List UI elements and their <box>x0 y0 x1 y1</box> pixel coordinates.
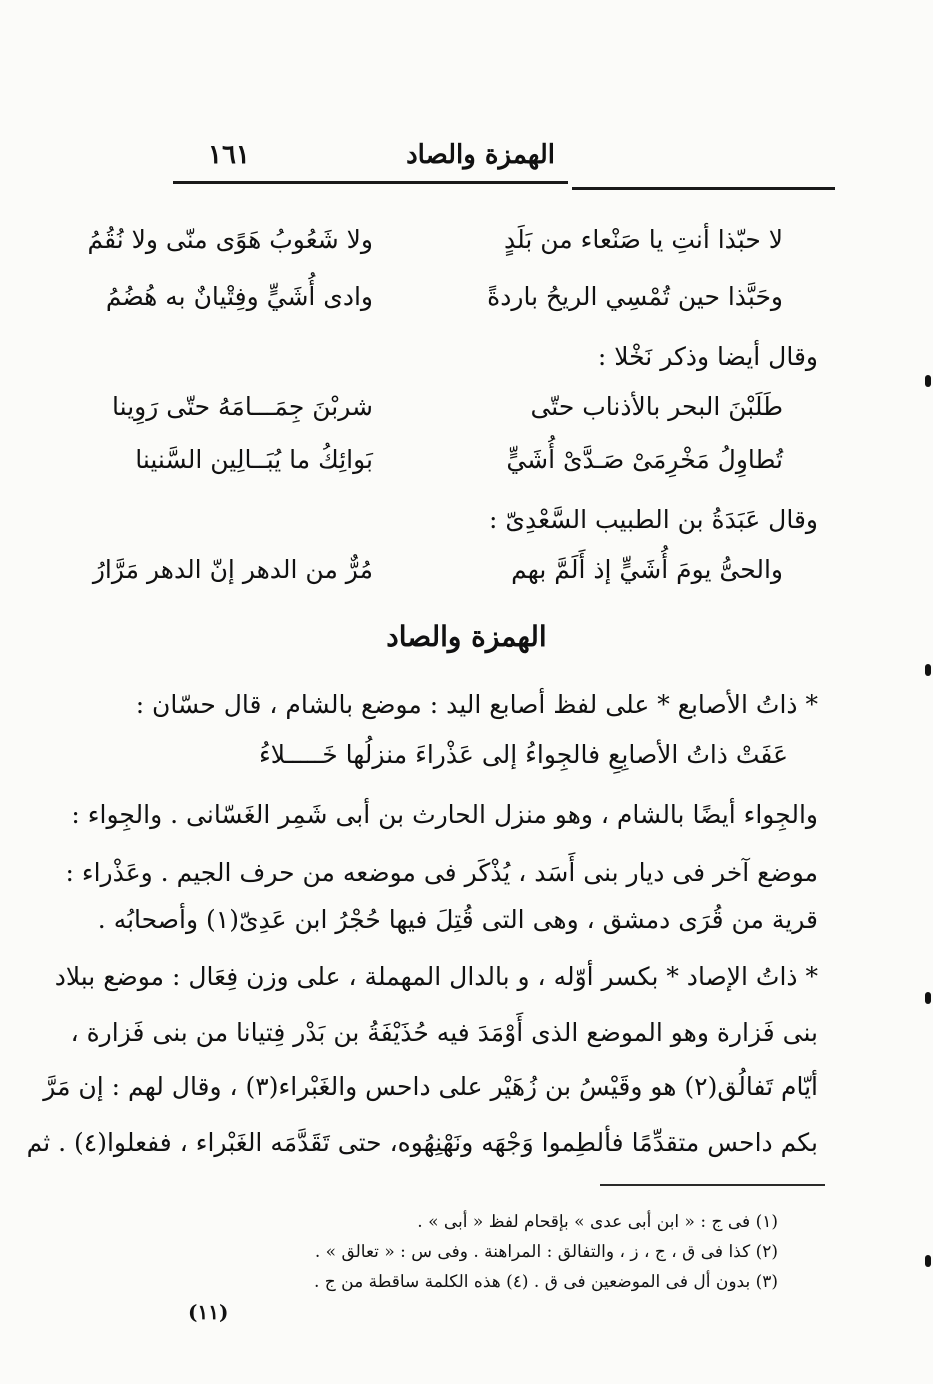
verse-hemistich-right: والحىُّ يومَ أُشَيٍّ إذ أَلَمَّ بهم <box>511 555 783 584</box>
entry-line: بكم داحس متقدِّمًا فألطِموا وَجْهَه ونَهْنِهُوه، حتى تَقَدَّمَه الغَبْراء ، ففعلوا(٤) . ثم <box>26 1128 818 1157</box>
verse-hemistich-right: تُطاوِلُ مَخْرِمَىْ صَـدَّىْ أُشَيٍّ <box>506 445 783 474</box>
entry-line: موضع آخر فى ديار بنى أَسَد ، يُذْكَر فى موضعه من حرف الجيم . وعَذْراء : <box>65 858 818 887</box>
footnote: (١) فى ج : « ابن أبى عدى » بإقحام لفظ « أبى » . <box>417 1212 778 1232</box>
entry-line: قرية من قُرَى دمشق ، وهى التى قُتِلَ فيها حُجْرُ ابن عَدِىّ(١) وأصحابُه . <box>97 905 818 934</box>
verse-hemistich-left: شربْنَ جِمَـــامَهُ حتّى رَوِينا <box>112 392 373 421</box>
verse-hemistich-left: ولا شَعُوبُ هَوًى منّى ولا نُقُمُ <box>87 225 373 254</box>
margin-speck <box>925 992 931 1004</box>
verse-intro: وقال عَبَدَةُ بن الطبيب السَّعْدِىّ : <box>489 505 818 534</box>
footnote-separator <box>600 1184 825 1186</box>
verse-hemistich-right: وحَبَّذا حين تُمْسِي الريحُ باردةً <box>487 282 783 311</box>
entry-line: * ذاتُ الأصابع * على لفظ أصابع اليد : موضع بالشام ، قال حسّان : <box>135 690 818 719</box>
margin-speck <box>925 1255 931 1267</box>
header-rule-right <box>572 187 835 190</box>
entry-line: أيّام تَفالُق(٢) هو وقَيْسُ بن زُهَيْر على داحس والغَبْراء(٣) ، وقال لهم : إن مَرَّ <box>43 1072 818 1101</box>
footnote: (٢) كذا فى ق ، ج ، ز ، والتفالق : المراهنة . وفى س : « تعالق » . <box>314 1242 778 1262</box>
footnote: (٣) بدون أل فى الموضعين فى ق . (٤) هذه الكلمة ساقطة من ج . <box>314 1272 778 1292</box>
header-rule-left <box>173 181 568 184</box>
entry-line: بنى فَزارة وهو الموضع الذى أَوْمَدَ فيه حُذَيْفَةُ بن بَدْر فِتيانا من بنى فَزارة ، <box>70 1018 818 1047</box>
running-header-title: الهمزة والصاد <box>406 140 555 170</box>
section-heading: الهمزة والصاد <box>386 620 547 653</box>
verse-hemistich-left: بَوائِكُ ما يُبَــالِين السَّنينا <box>135 445 373 474</box>
verse-intro: وقال أيضا وذكر نَخْلا : <box>597 342 818 371</box>
signature-mark: (١١) <box>188 1300 229 1324</box>
verse-hemistich-right: طَلَبْنَ البحر بالأذناب حتّى <box>530 392 783 421</box>
entry-line: * ذاتُ الإصاد * بكسر أوّله ، و بالدال المهملة ، على وزن فِعَال : موضع ببلاد <box>54 962 818 991</box>
verse-hemistich-left: مُرٌّ من الدهر إنّ الدهر مَرَّارُ <box>92 555 373 584</box>
verse-hemistich-left: وادى أُشَيٍّ وفِتْيانٌ به هُضُمُ <box>105 282 373 311</box>
quoted-verse-line: عَفَتْ ذاتُ الأصابِعِ فالجِواءُ إلى عَذْراءَ منزلُها خَـــــلاءُ <box>258 740 788 769</box>
margin-speck <box>925 664 931 676</box>
page-number: ١٦١ <box>208 140 250 170</box>
verse-hemistich-right: لا حبّذا أنتِ يا صَنْعاء من بَلَدٍ <box>503 225 783 254</box>
margin-speck <box>925 375 931 387</box>
entry-line: والجِواء أيضًا بالشام ، وهو منزل الحارث بن أبى شَمِر الغَسّانى . والجِواء : <box>71 800 818 829</box>
